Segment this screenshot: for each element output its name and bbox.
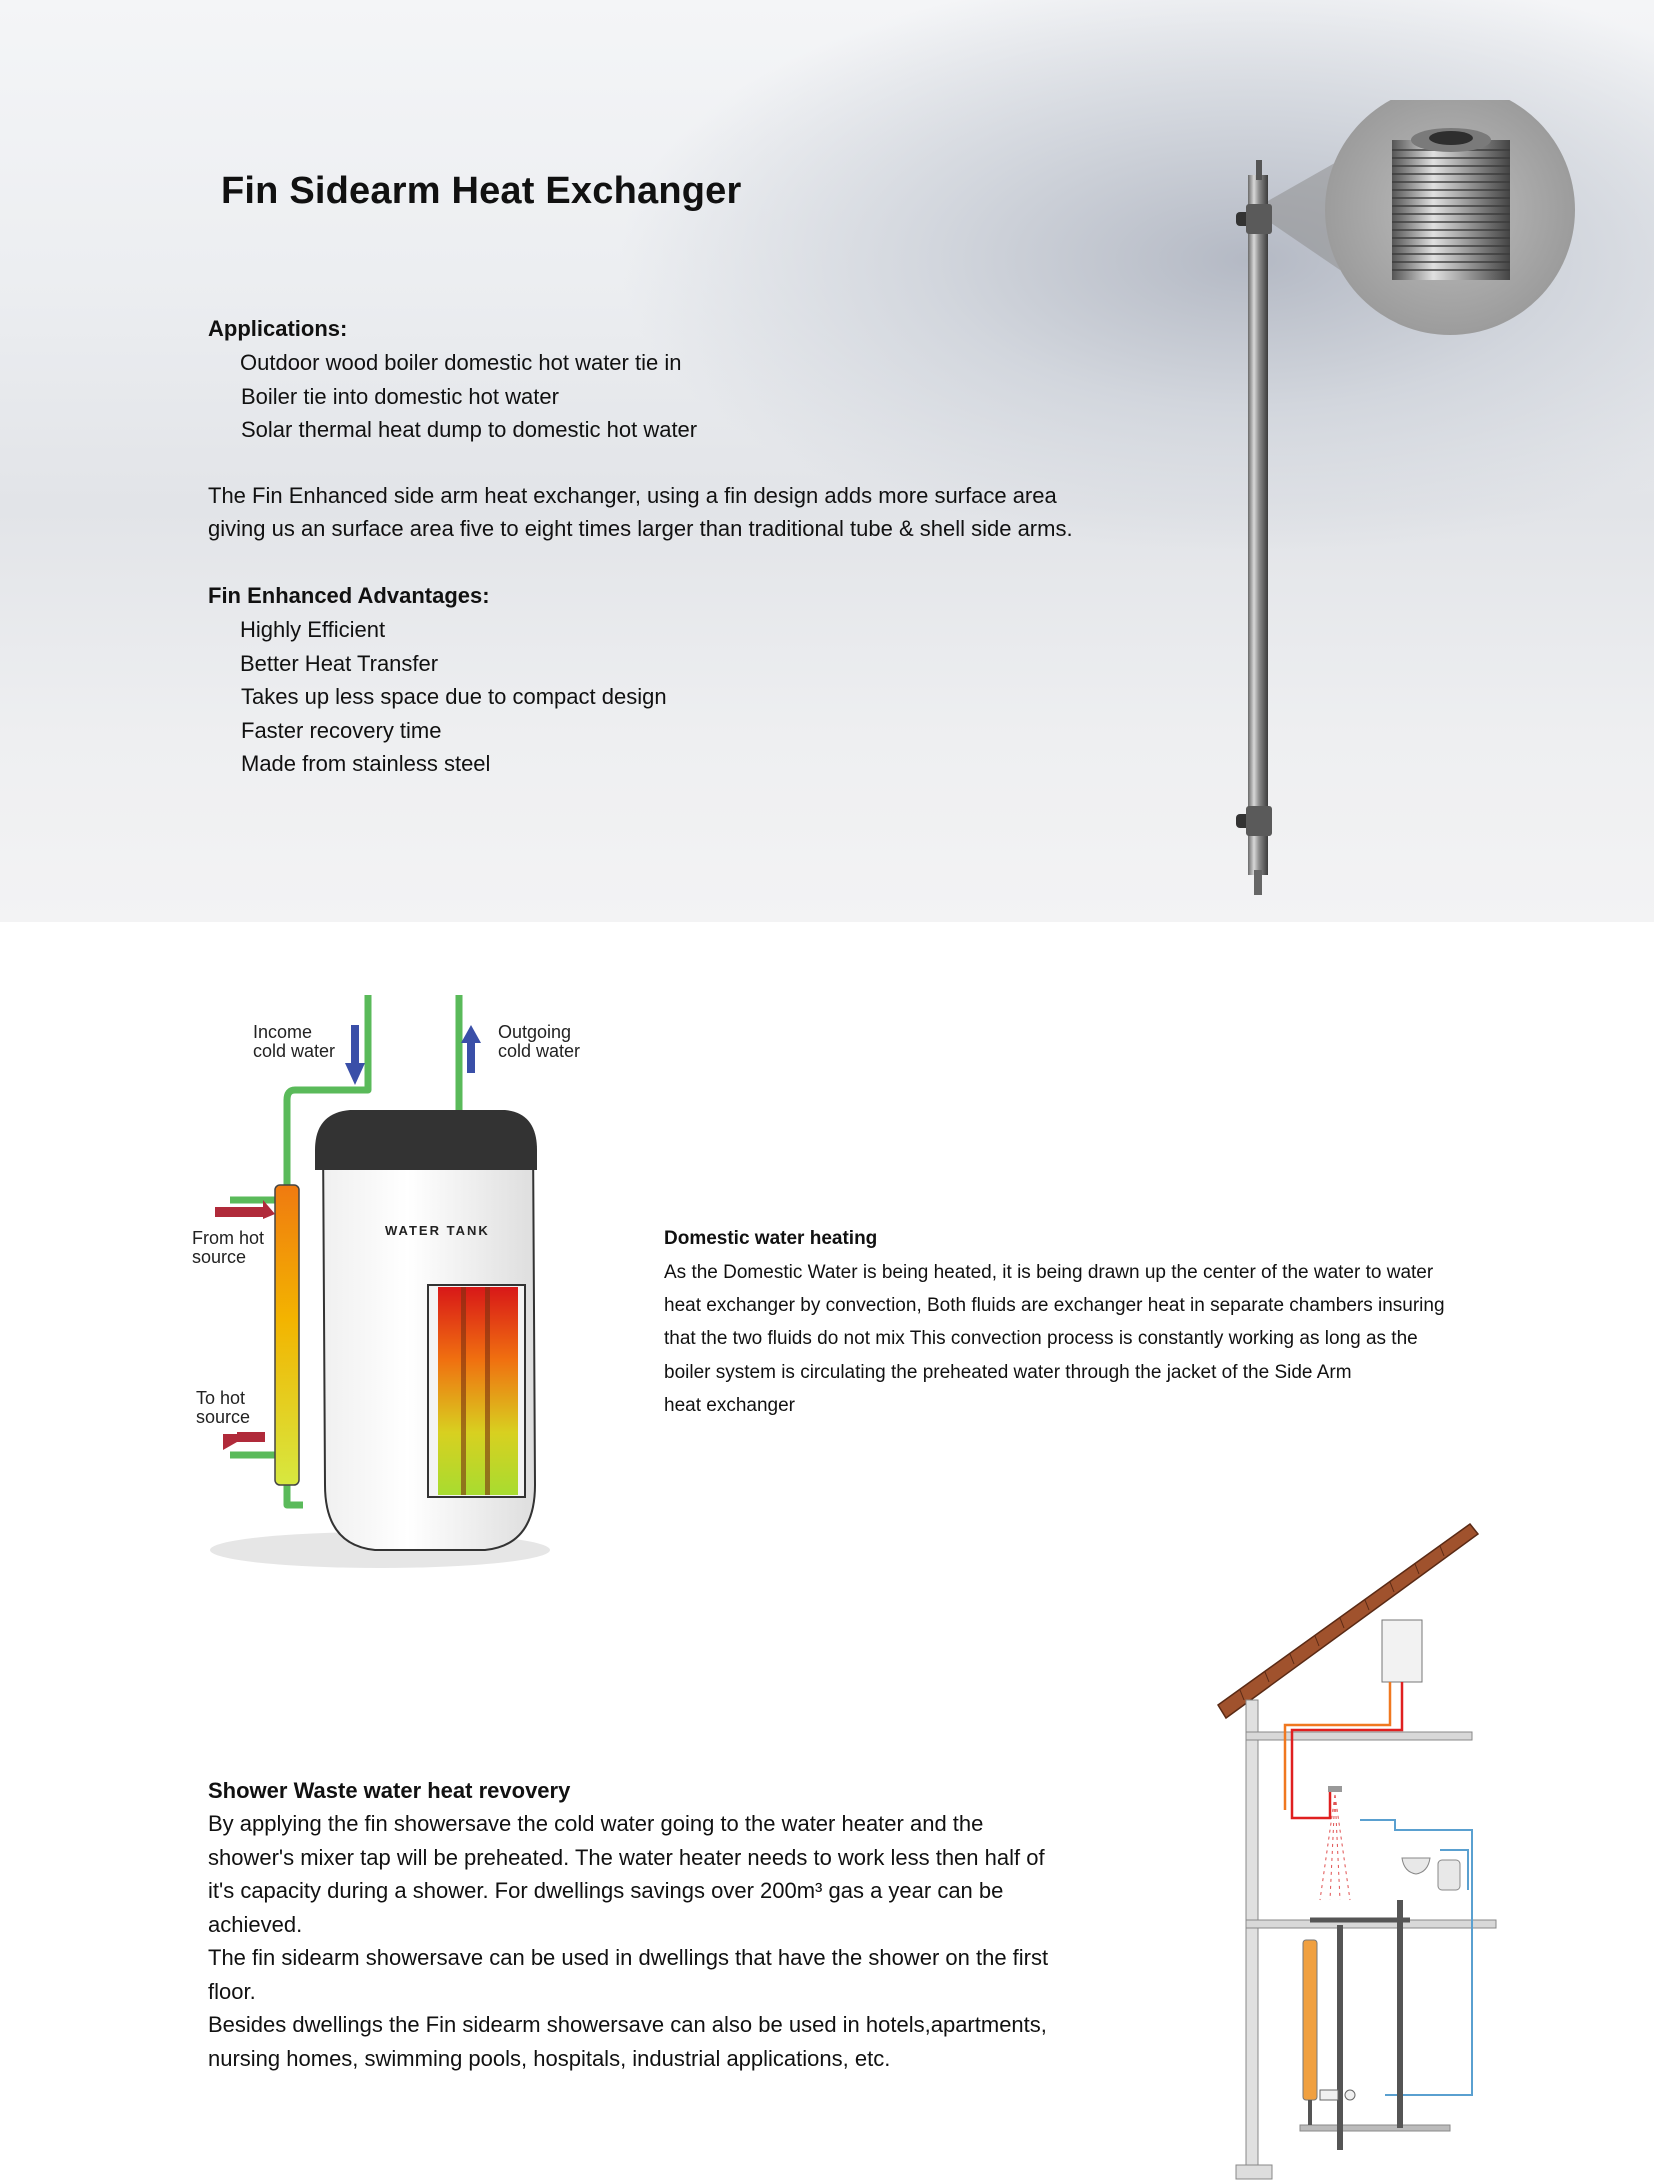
from-hot-label: From hot source xyxy=(192,1228,265,1267)
water-tank-diagram xyxy=(185,985,565,1625)
advantages-heading: Fin Enhanced Advantages: xyxy=(208,583,490,608)
income-label: Income cold water xyxy=(253,1022,336,1061)
applications-item: Boiler tie into domestic hot water xyxy=(241,384,559,409)
advantages-item: Better Heat Transfer xyxy=(240,651,439,676)
shower-line: shower's mixer tap will be preheated. The water heater needs to work less then half of xyxy=(208,1845,1045,1870)
house-plumbing-diagram xyxy=(1210,1520,1500,2180)
domestic-line: boiler system is circulating the preheated water through the jacket of the Side Arm xyxy=(664,1362,1352,1383)
applications-item: Outdoor wood boiler domestic hot water tie in xyxy=(240,350,682,375)
domestic-line: that the two fluids do not mix This convection process is constantly working as long as the xyxy=(664,1328,1418,1349)
domestic-heading: Domestic water heating xyxy=(664,1228,878,1249)
domestic-line: heat exchanger by convection, Both fluids are exchanger heat in separate chambers insuring xyxy=(664,1295,1445,1316)
shower-line: nursing homes, swimming pools, hospitals, industrial applications, etc. xyxy=(208,2046,891,2071)
advantages-item: Made from stainless steel xyxy=(241,751,491,776)
shower-line: it's capacity during a shower. For dwellings savings over 200m³ gas a year can be xyxy=(208,1878,1004,1903)
to-hot-label: To hot source xyxy=(196,1388,251,1427)
shower-line: The fin sidearm showersave can be used in dwellings that have the shower on the first xyxy=(208,1945,1049,1970)
advantages-item: Highly Efficient xyxy=(240,617,386,642)
domestic-line: As the Domestic Water is being heated, it is being drawn up the center of the water to water xyxy=(664,1262,1434,1283)
shower-line: By applying the fin showersave the cold water going to the water heater and the xyxy=(208,1811,984,1836)
intro-line: giving us an surface area five to eight times larger than traditional tube & shell side arms. xyxy=(208,516,1073,541)
sidearm-product-image xyxy=(1200,100,1600,900)
domestic-line: heat exchanger xyxy=(664,1395,795,1416)
applications-heading: Applications: xyxy=(208,316,348,341)
intro-line: The Fin Enhanced side arm heat exchanger, using a fin design adds more surface area xyxy=(208,483,1057,508)
arrow-down-icon xyxy=(345,1025,365,1085)
arrow-left-icon xyxy=(223,1432,265,1450)
shower-line: achieved. xyxy=(208,1912,303,1937)
advantages-item: Faster recovery time xyxy=(241,718,442,743)
page-title: Fin Sidearm Heat Exchanger xyxy=(221,170,742,212)
shower-heading: Shower Waste water heat revovery xyxy=(208,1778,571,1803)
tank-label: WATER TANK xyxy=(385,1223,490,1238)
outgoing-label: Outgoing cold water xyxy=(498,1022,581,1061)
hero-section xyxy=(0,0,1654,922)
advantages-item: Takes up less space due to compact design xyxy=(241,684,667,709)
applications-item: Solar thermal heat dump to domestic hot water xyxy=(241,417,698,442)
shower-line: Besides dwellings the Fin sidearm showersave can also be used in hotels,apartments, xyxy=(208,2012,1047,2037)
shower-line: floor. xyxy=(208,1979,256,2004)
arrow-up-icon xyxy=(461,1025,481,1073)
